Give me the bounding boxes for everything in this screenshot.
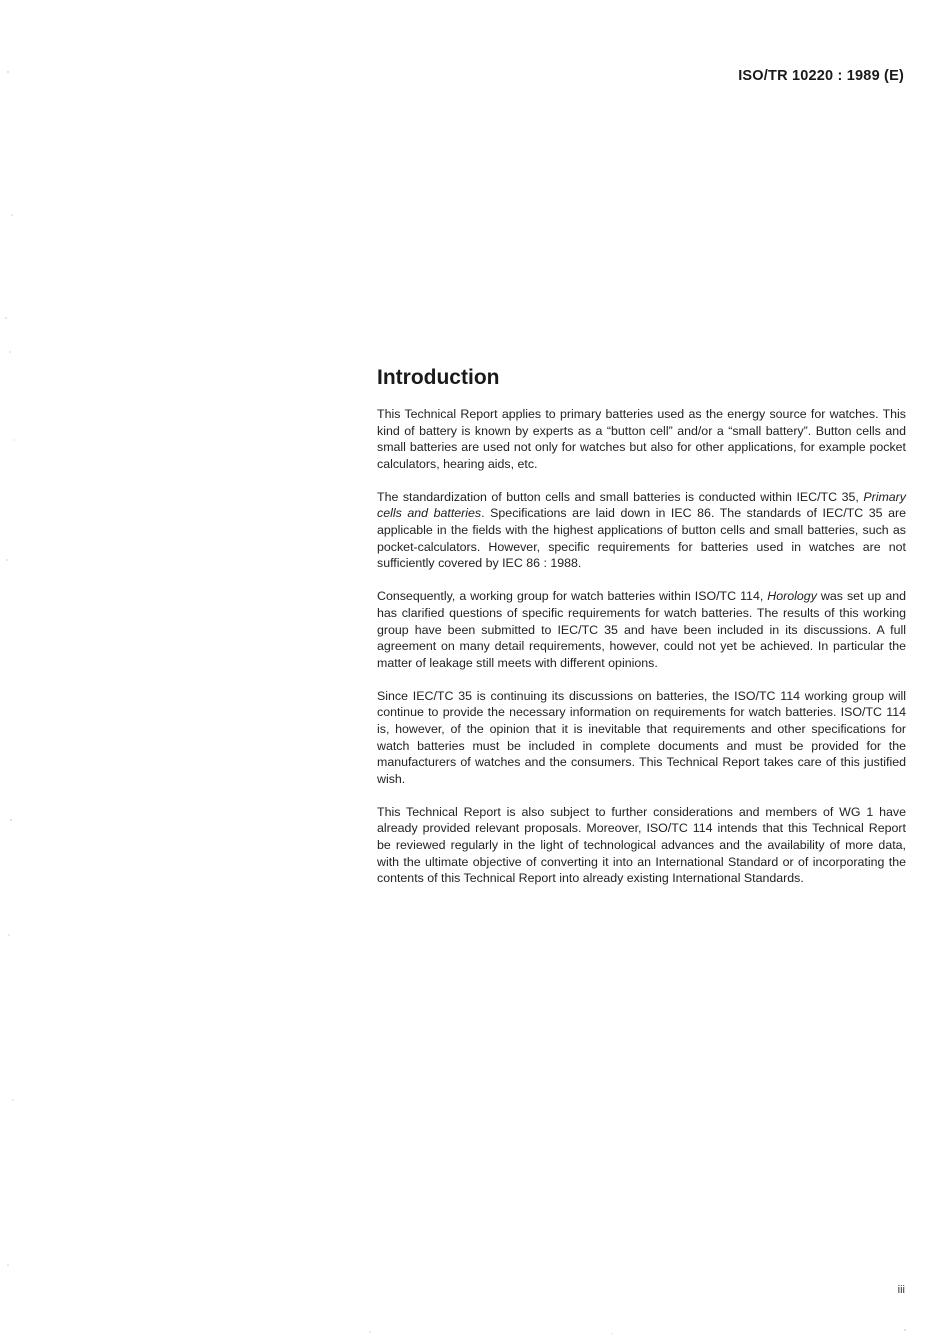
text-run: was set up and has clarified questions of specific requirements for watch batteries. The results of this working group have been submitted to IEC/TC 35 and have been included in its discussions. A full agreement on many detail requirements, however, could not yet be achieved. In particular the matter of leakage still meets with different opinions. bbox=[377, 589, 906, 670]
paragraph bbox=[377, 588, 906, 671]
introduction-section bbox=[377, 366, 906, 903]
document-reference: ISO/TR 10220 : 1989 (E) bbox=[738, 68, 904, 84]
italic-text-run: Horology bbox=[767, 589, 817, 604]
paragraph bbox=[377, 406, 906, 472]
text-run: This Technical Report applies to primary batteries used as the energy source for watches. This kind of battery is known by experts as a “button cell” and/or a “small battery”. Button cells and small batteries are used not only for watches but also for other applications, for example pocket calculators, hearing aids, etc. bbox=[377, 407, 906, 471]
section-title: Introduction bbox=[377, 366, 500, 389]
italic-text-run: Primary cells and batteries bbox=[377, 489, 906, 521]
paragraph bbox=[377, 489, 906, 572]
text-run: Since IEC/TC 35 is continuing its discussions on batteries, the ISO/TC 114 working group will continue to provide the necessary information on requirements for watch batteries. ISO/TC 114 is, however, of the opinion that it is inevitable that requirements and other specifications for watch batteries must be included in complete documents and must be provided for the manufacturers of watches and the consumers. This Technical Report takes care of this justified wish. bbox=[377, 688, 906, 786]
text-run: The standardization of button cells and small batteries is conducted within IEC/TC 35, bbox=[377, 489, 864, 504]
paragraph bbox=[377, 688, 906, 788]
text-run: This Technical Report is also subject to further considerations and members of WG 1 have already provided relevant proposals. Moreover, ISO/TC 114 intends that this Technical Report be reviewed regularly in the light of technological advances and the availability of more data, with the ultimate objective of converting it into an International Standard or of incorporating the contents of this Technical Report into already existing International Standards. bbox=[377, 804, 906, 886]
section-body bbox=[377, 406, 906, 887]
page-number: iii bbox=[897, 1284, 905, 1296]
paragraph bbox=[377, 804, 906, 887]
text-run: Consequently, a working group for watch batteries within ISO/TC 114, bbox=[377, 589, 768, 604]
text-run: . Specifications are laid down in IEC 86. The standards of IEC/TC 35 are applicable in the fields with the highest applications of button cells and small batteries, such as pocket-calculators. However, specific requirements for batteries used in watches are not sufficiently covered by IEC 86 : 1988. bbox=[377, 506, 906, 571]
